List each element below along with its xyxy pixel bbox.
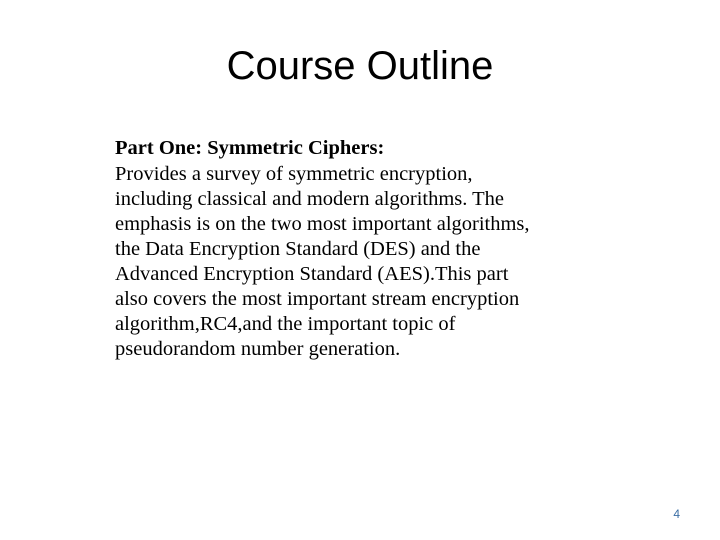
slide-title: Course Outline (226, 44, 494, 88)
body-line: also covers the most important stream encryption (115, 288, 520, 310)
slide-body (115, 136, 605, 362)
body-line: algorithm,RC4,and the important topic of (115, 313, 456, 335)
body-line: Provides a survey of symmetric encryption, (115, 163, 473, 185)
page-number: 4 (673, 507, 680, 521)
body-line: the Data Encryption Standard (DES) and the (115, 238, 481, 260)
body-line: emphasis is on the two most important algorithms, (115, 213, 530, 235)
body-line: pseudorandom number generation. (115, 338, 401, 360)
body-line: Advanced Encryption Standard (AES).This part (115, 263, 509, 285)
section-heading: Part One: Symmetric Ciphers: (115, 137, 385, 159)
body-line: including classical and modern algorithms. The (115, 188, 505, 210)
